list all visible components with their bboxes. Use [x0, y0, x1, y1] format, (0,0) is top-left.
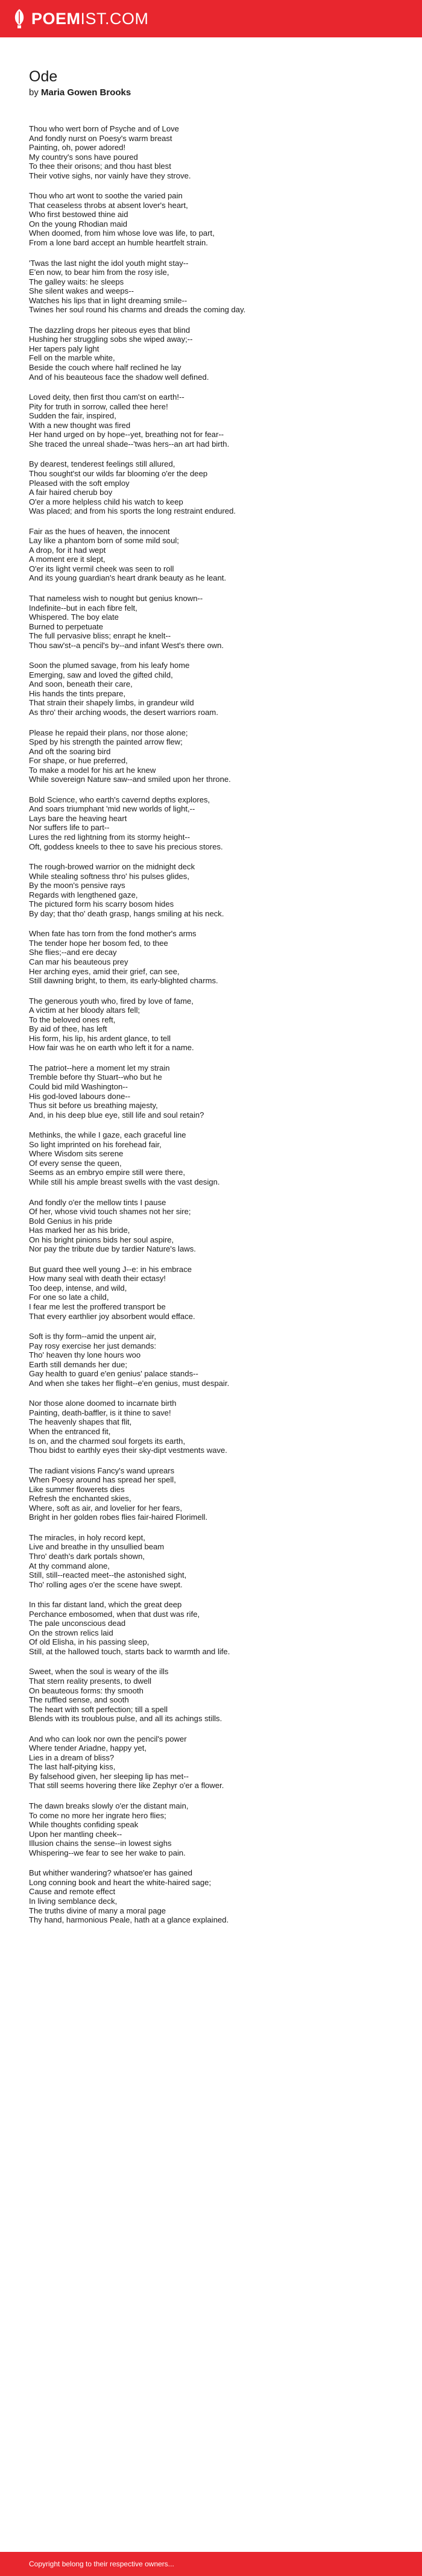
poem-line: The dazzling drops her piteous eyes that blind — [29, 325, 191, 335]
poem-line: Hushing her struggling sobs she wiped away;-- — [29, 335, 193, 344]
poem-line: Tho' heaven thy lone hours woo — [29, 1350, 141, 1360]
poem-line: At thy command alone, — [29, 1561, 110, 1570]
author-name[interactable]: Maria Gowen Brooks — [41, 87, 131, 98]
poem-byline — [29, 87, 422, 98]
poem-line: But guard thee well young J--e: in his embrace — [29, 1264, 192, 1274]
poem-line: That nameless wish to nought but genius known-- — [29, 593, 203, 603]
poem-line: Twines her soul round his charms and dreads the coming day. — [29, 305, 246, 315]
poem-line: Sudden the fair, inspired, — [29, 411, 116, 421]
stanza — [29, 1801, 422, 1857]
poem-line: Cause and remote effect — [29, 1887, 116, 1897]
poem-line: Thro' death's dark portals shown, — [29, 1552, 145, 1561]
poem-line: Their votive sighs, nor vainly have they strove. — [29, 171, 191, 180]
poem-line: Whispered. The boy elate — [29, 613, 119, 622]
poem-line: The last half-pitying kiss, — [29, 1762, 116, 1772]
poem-line: Has marked her as his bride, — [29, 1226, 130, 1235]
poem-line: Loved deity, then first thou cam'st on earth!-- — [29, 392, 184, 402]
poem-line: Is on, and the charmed soul forgets its earth, — [29, 1436, 186, 1446]
poem-line: Was placed; and from his sports the long restraint endured. — [29, 506, 236, 516]
poem-line: She flies;--and ere decay — [29, 948, 117, 957]
poem-line: And fondly o'er the mellow tints I pause — [29, 1197, 166, 1207]
poem-line: Still, at the hallowed touch, starts back to warmth and life. — [29, 1646, 230, 1656]
poem-line: That ceaseless throbs at absent lover's heart, — [29, 200, 188, 210]
poem-line: Pay rosy exercise her just demands: — [29, 1341, 157, 1350]
poem-line: Soft is thy form--amid the unpent air, — [29, 1332, 157, 1341]
poem-line: Could bid mild Washington-- — [29, 1082, 128, 1092]
copyright-text: Copyright belong to their respective owners... — [29, 2560, 174, 2568]
stanza — [29, 661, 422, 717]
poem-line: Illusion chains the sense--in lowest sighs — [29, 1839, 172, 1848]
poem-line: In this far distant land, which the great deep — [29, 1600, 182, 1610]
poem-line: The pictured form his scarry bosom hides — [29, 899, 174, 909]
stanza — [29, 594, 422, 650]
poem-line: Earth still demands her due; — [29, 1359, 128, 1369]
stanza — [29, 527, 422, 583]
poem-line: She traced the unreal shade--'twas hers--an art had birth. — [29, 439, 230, 449]
poem-line: To come no more her ingrate hero flies; — [29, 1810, 166, 1820]
poem-line: On the strown relics laid — [29, 1628, 113, 1637]
poem-line: I fear me lest the proffered transport be — [29, 1302, 166, 1311]
stanza — [29, 1533, 422, 1589]
poem-line: For shape, or hue preferred, — [29, 756, 128, 766]
poem-line: In living semblance deck, — [29, 1896, 118, 1906]
poem-line: Pleased with the soft employ — [29, 478, 130, 488]
poem-line: The pale unconscious dead — [29, 1619, 126, 1628]
poem-line: She silent wakes and weeps-- — [29, 286, 134, 296]
poem-line: Of every sense the queen, — [29, 1158, 122, 1168]
poem-line: The full pervasive bliss; enrapt he knelt-- — [29, 631, 171, 641]
poem-line: Her arching eyes, amid their grief, can see, — [29, 966, 180, 976]
poem-line: His hands the tints prepare, — [29, 688, 126, 698]
poem-line: Long conning book and heart the white-haired sage; — [29, 1877, 212, 1887]
poem-line: The tender hope her bosom fed, to thee — [29, 938, 168, 948]
poem-line: On beauteous forms: thy smooth — [29, 1686, 143, 1695]
poem-line: With a new thought was fired — [29, 420, 131, 430]
stanza — [29, 1198, 422, 1254]
poem-line: Bold Science, who earth's cavernd depths explores, — [29, 795, 210, 804]
poem-line: 'Twas the last night the idol youth might stay-- — [29, 258, 189, 268]
poem-line: By the moon's pensive rays — [29, 881, 125, 890]
poem-line: When the entranced fit, — [29, 1426, 111, 1436]
poem-line: The rough-browed warrior on the midnight deck — [29, 862, 195, 872]
poem-line: And when she takes her flight--e'en genius, must despair. — [29, 1378, 230, 1388]
stanza — [29, 1868, 422, 1924]
poem-line: Lies in a dream of bliss? — [29, 1752, 115, 1762]
stanza — [29, 997, 422, 1053]
poem-line: And oft the soaring bird — [29, 746, 111, 756]
poem-line: Painting, oh, power adored! — [29, 143, 126, 153]
site-footer — [0, 2552, 422, 2576]
poem-line: Nor pay the tribute due by tardier Nature's laws. — [29, 1244, 196, 1254]
poem-line: The truths divine of many a moral page — [29, 1906, 166, 1915]
site-logo[interactable] — [12, 0, 149, 37]
site-logo-text: POEMIST.COM — [31, 9, 149, 28]
poem-line: His form, his lip, his ardent glance, to tell — [29, 1033, 171, 1043]
poem-line: By day; that tho' death grasp, hangs smiling at his neck. — [29, 909, 224, 918]
poem-line: Seems as an embryo empire still were there, — [29, 1168, 186, 1177]
poem-line: Thou who art wont to soothe the varied pain — [29, 191, 183, 201]
poem-line: The dawn breaks slowly o'er the distant main, — [29, 1801, 189, 1811]
poem-line: Indefinite--but in each fibre felt, — [29, 603, 137, 613]
poem-line: The generous youth who, fired by love of fame, — [29, 996, 194, 1006]
stanza — [29, 862, 422, 918]
poem-line: That still seems hovering there like Zephyr o'er a flower. — [29, 1781, 224, 1790]
poem-line: And its young guardian's heart drank beauty as he leant. — [29, 573, 227, 583]
poem-line: Fair as the hues of heaven, the innocent — [29, 526, 170, 536]
poem-line: When doomed, from him whose love was life, to part, — [29, 228, 215, 238]
poem-line: Lures the red lightning from its stormy height-- — [29, 833, 191, 842]
poem-line: And, in his deep blue eye, still life and soul retain? — [29, 1110, 204, 1120]
poem-line: Thou sought'st our wilds far blooming o'er the deep — [29, 468, 208, 478]
poem-line: On his bright pinions bids her soul aspire, — [29, 1235, 174, 1244]
poem-line: Where Wisdom sits serene — [29, 1149, 124, 1159]
poem-line: The radiant visions Fancy's wand uprears — [29, 1466, 175, 1475]
poem-line: Thou who wert born of Psyche and of Love — [29, 124, 179, 133]
poem-line: But whither wandering? whatsoe'er has gained — [29, 1868, 193, 1878]
stanza — [29, 1063, 422, 1120]
poem-line: When fate has torn from the fond mother's arms — [29, 929, 197, 939]
poem-line: Tremble before thy Stuart--who but he — [29, 1072, 162, 1082]
stanza — [29, 728, 422, 784]
poem-line: While thoughts confiding speak — [29, 1820, 139, 1830]
poem-line: And of his beauteous face the shadow well defined. — [29, 372, 209, 382]
poem-line: So light imprinted on his forehead fair, — [29, 1139, 162, 1149]
poem-line: Painting, death-baffler, is it thine to save! — [29, 1408, 171, 1417]
poem-line: Sped by his strength the painted arrow flew; — [29, 737, 183, 747]
poem-title: Ode — [29, 68, 58, 85]
poem-line: The heart with soft perfection; till a spell — [29, 1704, 168, 1714]
poem-line: And who can look nor own the pencil's power — [29, 1734, 187, 1743]
stanza — [29, 1466, 422, 1522]
poem-line: Can mar his beauteous prey — [29, 957, 128, 967]
poem-line: Too deep, intense, and wild, — [29, 1283, 127, 1293]
stanza — [29, 795, 422, 851]
stanza — [29, 1600, 422, 1656]
stanza — [29, 1265, 422, 1321]
poem-line: Tho' rolling ages o'er the scene have swept. — [29, 1579, 183, 1589]
poem-line: By falsehood given, her sleeping lip has met-- — [29, 1771, 189, 1781]
poem-line: On the young Rhodian maid — [29, 219, 128, 228]
poem-line: To thee their orisons; and thou hast blest — [29, 162, 171, 171]
stanza — [29, 1332, 422, 1388]
poem-line: That stern reality presents, to dwell — [29, 1677, 152, 1686]
stanza — [29, 124, 422, 180]
poem-line: Bright in her golden robes flies fair-haired Florimell. — [29, 1513, 208, 1522]
poem-line: The patriot--here a moment let my strain — [29, 1063, 170, 1072]
poem-line: O'er its light vermil cheek was seen to roll — [29, 564, 174, 573]
poem-line: Burned to perpetuate — [29, 622, 104, 631]
poem-line: Lays bare the heaving heart — [29, 813, 127, 823]
poem-line: Where tender Ariadne, happy yet, — [29, 1743, 147, 1753]
stanza — [29, 392, 422, 449]
poem-line: Sweet, when the soul is weary of the ills — [29, 1667, 169, 1677]
poem-line: As thro' their arching woods, the desert warriors roam. — [29, 707, 218, 717]
poem-line: Nor those alone doomed to incarnate birth — [29, 1399, 177, 1408]
poem-line: Nor suffers life to part-- — [29, 823, 110, 833]
poem-line: When Poesy around has spread her spell, — [29, 1475, 176, 1485]
poem-line: Where, soft as air, and lovelier for her fears, — [29, 1503, 182, 1513]
poem-line: The miracles, in holy record kept, — [29, 1532, 145, 1542]
poem-line: Emerging, saw and loved the gifted child, — [29, 670, 173, 679]
stanza — [29, 191, 422, 247]
poem-line: E'en now, to bear him from the rosy isle, — [29, 268, 169, 277]
poem-line: Thou saw'st--a pencil's by--and infant West's there own. — [29, 640, 224, 650]
poem-line: That strain their shapely limbs, in grandeur wild — [29, 698, 194, 708]
poem-line: Of old Elisha, in his passing sleep, — [29, 1637, 150, 1647]
poem-line: Who first bestowed thine aid — [29, 210, 128, 219]
poem-line: O'er a more helpless child his watch to keep — [29, 497, 183, 506]
poem-line: Lay like a phantom born of some mild soul; — [29, 536, 179, 546]
poem-line: While stealing softness thro' his pulses glides, — [29, 871, 189, 881]
poem-line: Bold Genius in his pride — [29, 1216, 113, 1226]
poem-line: Gay health to guard e'en genius' palace stands-- — [29, 1369, 198, 1379]
poem-line: Blends with its troublous pulse, and all its achings stills. — [29, 1714, 222, 1724]
poem-line: Perchance embosomed, when that dust was rife, — [29, 1609, 200, 1619]
poem-line: Her hand urged on by hope--yet, breathing not for fear-- — [29, 430, 224, 439]
poem-line: His god-loved labours done-- — [29, 1091, 131, 1101]
poem-line: A victim at her bloody altars fell; — [29, 1006, 140, 1015]
poem-line: While sovereign Nature saw--and smiled upon her throne. — [29, 775, 231, 784]
poem-line: And soon, beneath their care, — [29, 679, 133, 689]
site-header — [0, 0, 422, 37]
poem-line: Soon the plumed savage, from his leafy home — [29, 661, 190, 670]
stanza — [29, 259, 422, 315]
poem-line: Like summer flowerets dies — [29, 1484, 125, 1494]
poem-line: Watches his lips that in light dreaming smile-- — [29, 295, 187, 305]
poem-line: Refresh the enchanted skies, — [29, 1494, 131, 1504]
poem-line: How fair was he on earth who left it for a name. — [29, 1043, 194, 1053]
poem-line: Beside the couch where half reclined he lay — [29, 363, 181, 373]
poem-line: How many seal with death their ectasy! — [29, 1274, 166, 1283]
poem-line: Pity for truth in sorrow, called thee here! — [29, 402, 168, 411]
poem-line: Still dawning bright, to them, its early-blighted charms. — [29, 976, 218, 986]
poem-line: And soars triumphant 'mid new worlds of light,-- — [29, 804, 195, 814]
poem-line: Regards with lengthened gaze, — [29, 890, 138, 899]
stanza — [29, 326, 422, 382]
poem-line: Her tapers paly light — [29, 344, 99, 353]
poem-line: To the beloved ones reft, — [29, 1015, 116, 1024]
poem-line: Thy hand, harmonious Peale, hath at a glance explained. — [29, 1915, 229, 1925]
poem-line: The galley waits: he sleeps — [29, 277, 124, 286]
poem-line: And fondly nurst on Poesy's warm breast — [29, 133, 172, 143]
stanza — [29, 929, 422, 985]
poem-line: A fair haired cherub boy — [29, 488, 113, 497]
poem-line: Oft, goddess kneels to thee to save his precious stores. — [29, 842, 223, 851]
poem-line: Thou bidst to earthly eyes their sky-dipt vestments wave. — [29, 1446, 227, 1455]
poem-line: By aid of thee, has left — [29, 1024, 107, 1034]
poem-line: Methinks, the while I gaze, each graceful line — [29, 1130, 186, 1140]
poem-line: Fell on the marble white, — [29, 353, 115, 363]
poem-line: Please he repaid their plans, nor those alone; — [29, 728, 188, 737]
quill-pen-icon — [12, 8, 27, 29]
stanza — [29, 1399, 422, 1455]
poem-line: My country's sons have poured — [29, 152, 138, 162]
stanza — [29, 459, 422, 515]
stanza — [29, 1130, 422, 1186]
poem-line: Live and breathe in thy unsullied beam — [29, 1542, 165, 1552]
poem-line: Thus sit before us breathing majesty, — [29, 1101, 158, 1110]
poem-line: From a lone bard accept an humble heartfelt strain. — [29, 238, 208, 248]
poem-line: To make a model for his art he knew — [29, 765, 156, 775]
poem-line: That every earthlier joy absorbent would efface. — [29, 1311, 195, 1321]
stanza — [29, 1734, 422, 1790]
poem-line: A moment ere it slept, — [29, 555, 106, 564]
stanza — [29, 1667, 422, 1723]
poem-line: Upon her mantling cheek-- — [29, 1829, 122, 1839]
poem-line: While still his ample breast swells with the vast design. — [29, 1177, 220, 1186]
poem-line: For one so late a child, — [29, 1293, 109, 1302]
poem-line: Of her, whose vivid touch shames not her sire; — [29, 1207, 191, 1217]
poem-line: The ruffled sense, and sooth — [29, 1695, 129, 1705]
poem-line: Whispering--we fear to see her wake to pain. — [29, 1848, 186, 1857]
poem-line: Still, still--reacted meet--the astonished sight, — [29, 1570, 187, 1580]
poem-body — [29, 124, 422, 1925]
byline-prefix: by — [29, 87, 39, 98]
poem-line: The heavenly shapes that flit, — [29, 1417, 132, 1427]
poem-content — [0, 37, 422, 2552]
poem-line: By dearest, tenderest feelings still allured, — [29, 459, 175, 469]
poem-line: A drop, for it had wept — [29, 545, 106, 555]
